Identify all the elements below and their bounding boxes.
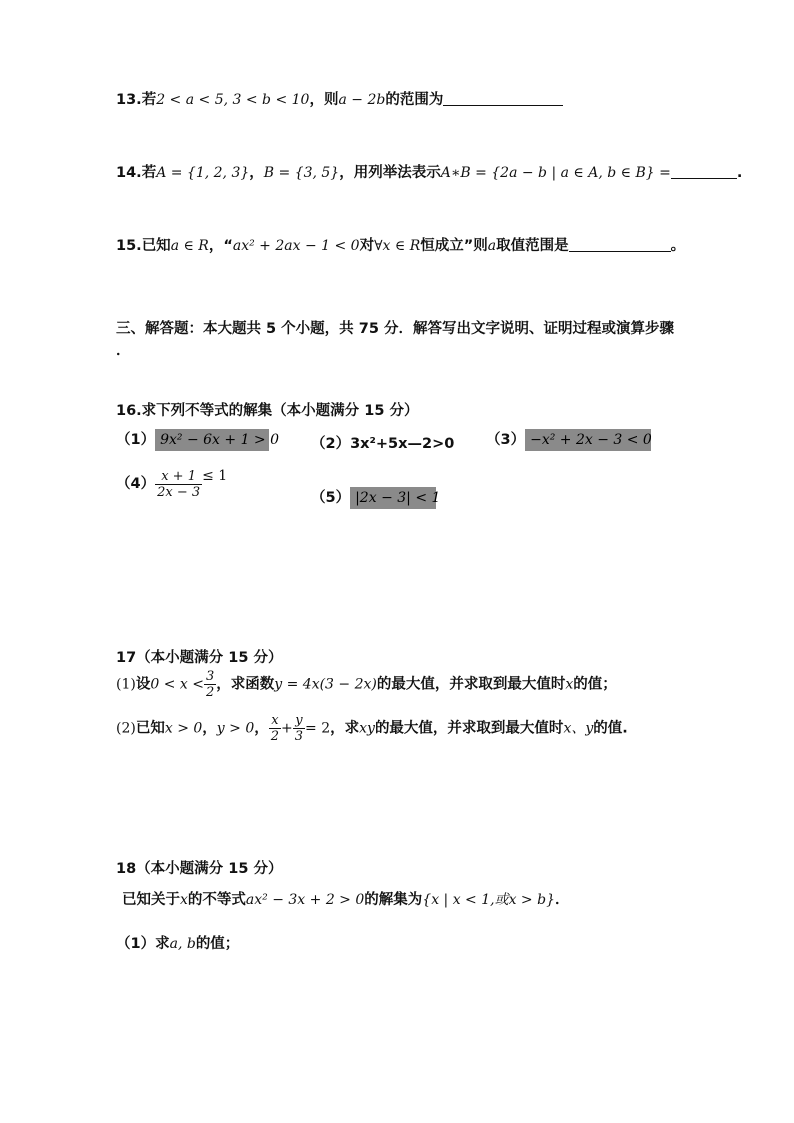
q18-solution-set: {x | x < 1,或x > b} xyxy=(422,892,555,908)
q14-set-b: B = {3, 5} xyxy=(263,165,340,181)
question-13: 13.若2 < a < 5, 3 < b < 10，则a − 2b的范围为 xyxy=(116,88,563,109)
q17-p1-function: y = 4x(3 − 2x) xyxy=(274,676,377,693)
q16-p2-expression: 3x²+5x—2>0 xyxy=(350,436,455,452)
q18-inequality: ax² − 3x + 2 > 0 xyxy=(245,892,365,908)
q17-p2-fraction-y: $\frac{y}{3}$ xyxy=(294,713,304,744)
q18-title: 18（本小题满分 15 分） xyxy=(116,861,283,877)
q15-forall: ∀x ∈ R xyxy=(374,238,421,254)
q16-p1-expression: 9x² − 6x + 1 > 0 xyxy=(160,432,280,448)
section-3-heading-tail: ． xyxy=(116,343,131,359)
q16-title: 16.求下列不等式的解集（本小题满分 15 分） xyxy=(116,403,419,419)
q17-p1-fraction: $\frac{3}{2}$ xyxy=(205,669,215,700)
q16-p4-fraction: $\frac{x + 1}{2x - 3}$ xyxy=(157,468,201,500)
q17-p2-fraction-x: $\frac{x}{2}$ xyxy=(270,713,280,744)
q16-part-4: （4） $\frac{x + 1}{2x - 3}$ ≤ 1 xyxy=(116,468,228,500)
q13-condition: 2 < a < 5, 3 < b < 10 xyxy=(156,92,310,108)
q14-set-a: A = {1, 2, 3} xyxy=(156,165,250,181)
q15-condition: a ∈ R xyxy=(170,238,209,254)
q13-number: 13. xyxy=(116,92,142,108)
q16-p5-expression: |2x − 3| < 1 xyxy=(355,490,441,506)
q16-part-2: （2）3x²+5x—2>0 xyxy=(311,436,455,452)
q14-answer-blank xyxy=(671,164,737,179)
q13-answer-blank xyxy=(443,91,563,106)
q16-part-3: （3） −x² + 2x − 3 < 0 xyxy=(486,428,651,451)
question-14: 14.若A = {1, 2, 3}，B = {3, 5}，用列举法表示A∗B = {2a − b | a ∈ A, b ∈ B} = . xyxy=(116,165,743,181)
q18-statement: 已知关于x的不等式ax² − 3x + 2 > 0的解集为{x | x < 1,或x > b}． xyxy=(122,892,570,908)
q16-p3-expression: −x² + 2x − 3 < 0 xyxy=(530,432,652,448)
q16-part-1: （1） 9x² − 6x + 1 > 0 xyxy=(116,428,269,451)
q18-part-1: （1）求a, b的值； xyxy=(116,936,240,952)
question-15: 15.已知a ∈ R，“ax² + 2ax − 1 < 0对∀x ∈ R恒成立”则a取值范围是 。 xyxy=(116,238,686,254)
q14-number: 14. xyxy=(116,165,142,181)
section-3-heading: 三、解答题：本大题共 5 个小题，共 75 分．解答写出文字说明、证明过程或演算步骤 xyxy=(116,321,674,337)
q17-part-2: (2)已知x > 0，y > 0， $\frac{x}{2}$ + $\frac{y}{3}$ = 2，求xy的最大值，并求取到最大值时x、y的值. xyxy=(116,713,628,744)
q14-expression: A∗B = {2a − b | a ∈ A, b ∈ B} = xyxy=(440,165,671,181)
q15-number: 15. xyxy=(116,238,142,254)
q17-title: 17（本小题满分 15 分） xyxy=(116,650,283,666)
q15-inequality: ax² + 2ax − 1 < 0 xyxy=(232,238,360,254)
q15-answer-blank xyxy=(569,237,671,252)
q13-expression: a − 2b xyxy=(338,92,386,108)
q16-part-5: （5） |2x − 3| < 1 xyxy=(311,486,436,509)
q17-part-1: (1)设0 < x < $\frac{3}{2}$ ，求函数y = 4x(3 − 2x)的最大值，并求取到最大值时x的值； xyxy=(116,669,617,700)
